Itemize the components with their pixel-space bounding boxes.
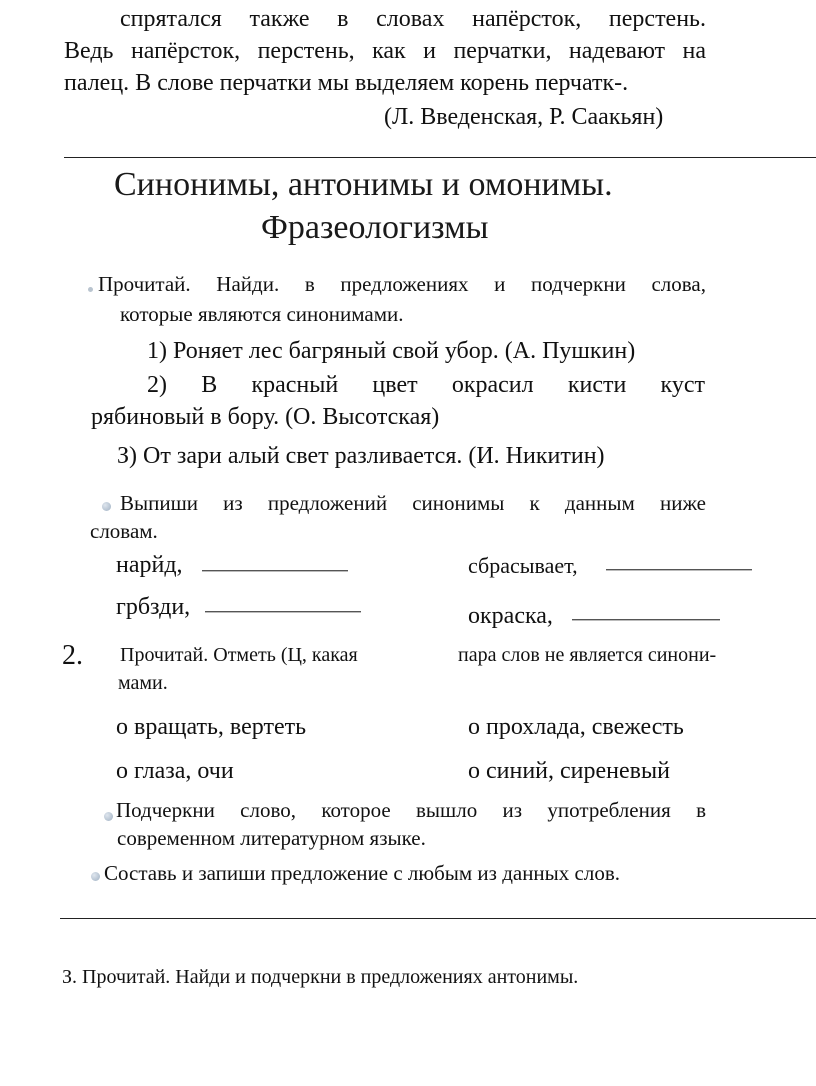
bullet-icon — [104, 812, 113, 821]
task1-sentence3: З) От зари алый свет разливается. (И. Никитин) — [117, 443, 605, 469]
task1-sub-instruction-line1: Выпиши из предложений синонимы к данным ниже — [120, 491, 706, 515]
bullet-icon — [88, 287, 93, 292]
task1-sentence2-line1: 2) В красный цвет окрасил кисти куст — [147, 372, 705, 398]
task2-instruction-left: Прочитай. Отметь (Ц, какая — [120, 644, 358, 666]
page-subtitle: Фразеологизмы — [261, 209, 489, 246]
task2-subtask2: Составь и запиши предложение с любым из данных слов. — [104, 861, 620, 885]
divider-bottom — [60, 918, 816, 919]
answer-line[interactable] — [205, 611, 361, 613]
task2-instruction-line2: мами. — [118, 672, 168, 694]
answer-line[interactable] — [606, 569, 752, 571]
task1-sentence2-line2: рябиновый в бору. (О. Высотская) — [91, 404, 440, 430]
option-glaza[interactable]: о глаза, очи — [116, 758, 234, 784]
page-title: Синонимы, антонимы и омонимы. — [114, 166, 613, 203]
answer-line[interactable] — [202, 570, 348, 572]
task2-instruction-right: пара слов не является синони- — [458, 644, 717, 666]
task2-subtask1-line2: современном литературном языке. — [117, 826, 426, 850]
word-label: нарйд, — [116, 552, 183, 578]
task1-instruction-line1: Прочитай. Найди. в предложениях и подчеркни слова, — [98, 272, 706, 296]
passage-line-3: палец. В слове перчатки мы выделяем корень перчатк-. — [64, 70, 629, 96]
task1-sub-instruction-line2: словам. — [90, 519, 158, 543]
answer-line[interactable] — [572, 619, 720, 621]
task1-instruction-line2: которые являются синонимами. — [120, 302, 404, 326]
bullet-icon — [102, 502, 111, 511]
option-prokhlada[interactable]: о прохлада, свежесть — [468, 714, 684, 740]
divider-top — [64, 157, 816, 158]
option-vrashchat[interactable]: о вращать, вертеть — [116, 714, 307, 740]
word-label: сбрасывает, — [468, 553, 578, 578]
passage-line-2: Ведь напёрсток, перстень, как и перчатки, надевают на — [64, 38, 706, 64]
task2-number: 2. — [62, 640, 83, 671]
option-siniy[interactable]: о синий, сиреневый — [468, 758, 670, 784]
passage-attribution: (Л. Введенская, Р. Саакьян) — [384, 104, 664, 130]
word-label: грбзди, — [116, 594, 191, 620]
task2-subtask1-line1: Подчеркни слово, которое вышло из употребления в — [116, 798, 706, 822]
task1-sentence1: 1) Роняет лес багряный свой убор. (А. Пушкин) — [147, 338, 636, 364]
passage-line-1: спрятался также в словах напёрсток, перстень. — [120, 6, 706, 32]
task3-text: З. Прочитай. Найди и подчеркни в предложениях антонимы. — [62, 966, 579, 988]
bullet-icon — [91, 872, 100, 881]
word-label: окраска, — [468, 603, 553, 629]
